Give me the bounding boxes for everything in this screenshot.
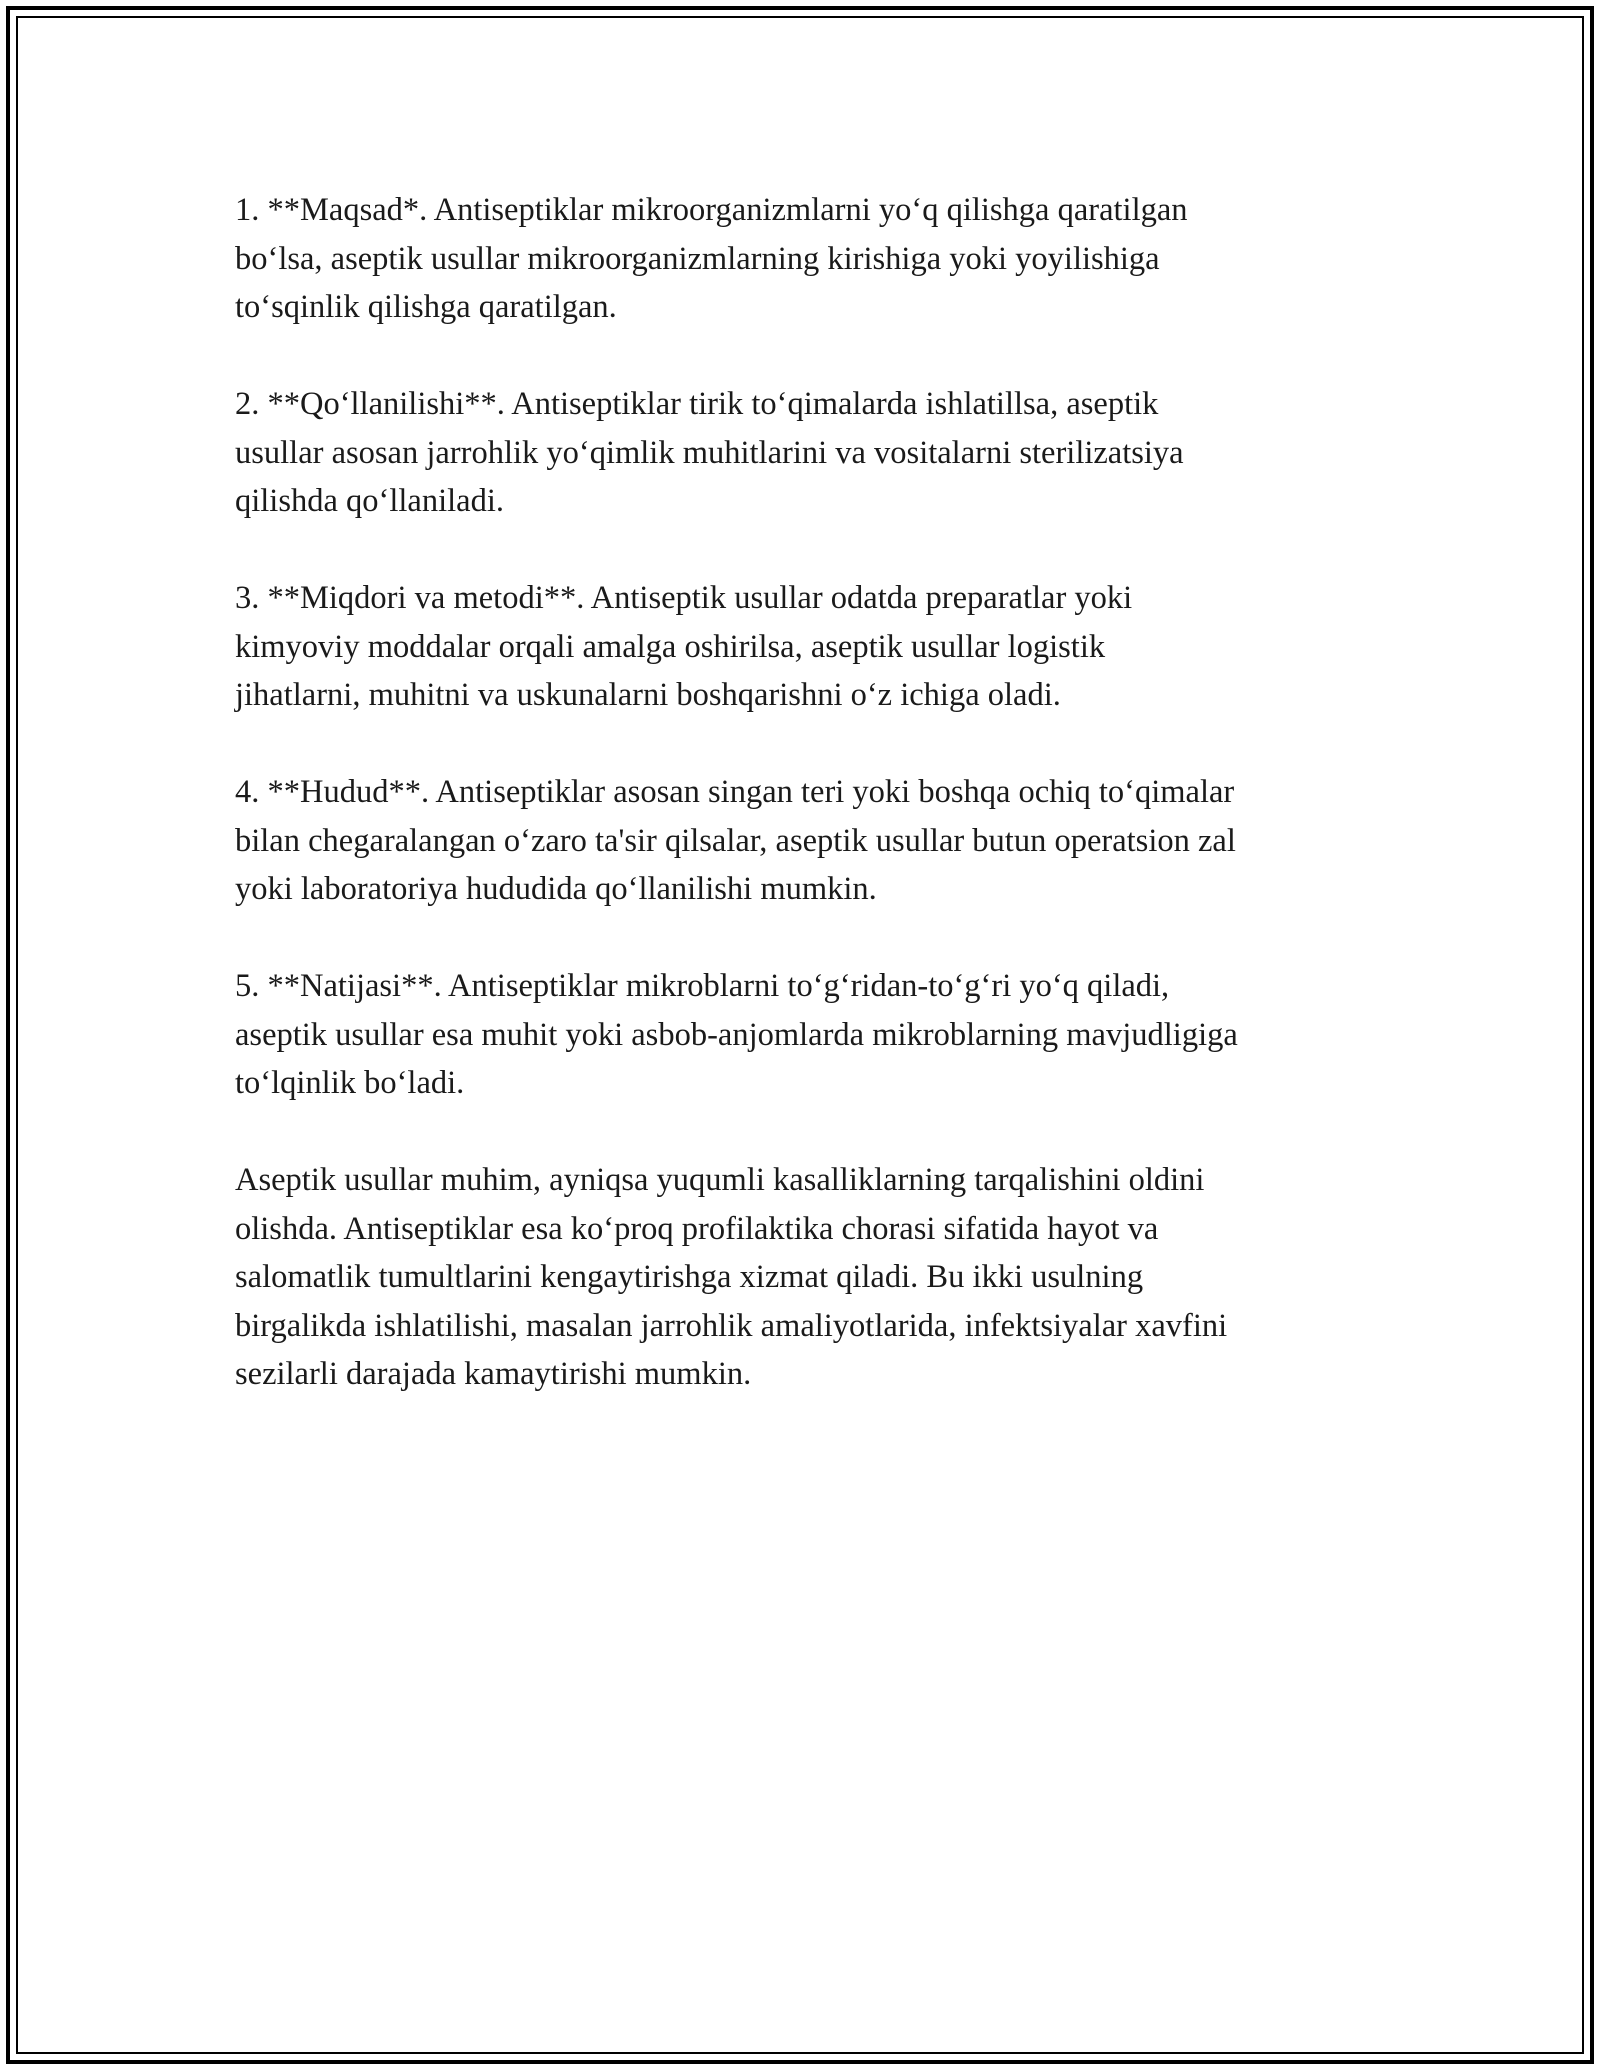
text-line: bilan chegaralangan o‘zaro ta'sir qilsalar, aseptik usullar butun operatsion zal — [235, 822, 1236, 859]
text-line: 1. **Maqsad*. Antiseptiklar mikroorganizmlarni yo‘q qilishga qaratilgan — [235, 192, 1188, 228]
text-line: sezilarli darajada kamaytirishi mumkin. — [235, 1356, 752, 1392]
text-line: 4. **Hudud**. Antiseptiklar asosan singan teri yoki boshqa ochiq to‘qimalar — [235, 774, 1235, 810]
text-line: qilishda qo‘llaniladi. — [235, 483, 504, 519]
text-line: 2. **Qo‘llanilishi**. Antiseptiklar tirik to‘qimalarda ishlatillsa, aseptik — [235, 386, 1159, 422]
text-line: kimyoviy moddalar orqali amalga oshirilsa, aseptik usullar logistik — [235, 628, 1106, 665]
text-line: yoki laboratoriya hududida qo‘llanilishi mumkin. — [235, 871, 877, 907]
text-line: to‘lqinlik bo‘ladi. — [235, 1065, 465, 1101]
list-item-qollanilishi — [235, 380, 1385, 526]
list-item-miqdori-va-metodi — [235, 574, 1385, 720]
text-line: 5. **Natijasi**. Antiseptiklar mikroblarni to‘g‘ridan-to‘g‘ri yo‘q qiladi, — [235, 968, 1170, 1004]
text-line: aseptik usullar esa muhit yoki asbob-anjomlarda mikroblarning mavjudligiga — [235, 1016, 1238, 1053]
list-item-maqsad — [235, 186, 1385, 332]
text-line: 3. **Miqdori va metodi**. Antiseptik usullar odatda preparatlar yoki — [235, 580, 1133, 616]
text-line: Aseptik usullar muhim, ayniqsa yuqumli kasalliklarning tarqalishini oldini — [235, 1162, 1205, 1198]
text-line: usullar asosan jarrohlik yo‘qimlik muhitlarini va vositalarni sterilizatsiya — [235, 434, 1184, 471]
text-line: olishda. Antiseptiklar esa ko‘proq profilaktika chorasi sifatida hayot va — [235, 1210, 1159, 1247]
text-line: jihatlarni, muhitni va uskunalarni boshqarishni o‘z ichiga oladi. — [235, 677, 1061, 713]
text-line: birgalikda ishlatilishi, masalan jarrohlik amaliyotlarida, infektsiyalar xavfini — [235, 1307, 1228, 1344]
text-line: bo‘lsa, aseptik usullar mikroorganizmlarning kirishiga yoki yoyilishiga — [235, 240, 1160, 277]
text-line: salomatlik tumultlarini kengaytirishga xizmat qiladi. Bu ikki usulning — [235, 1259, 1144, 1295]
list-item-hudud — [235, 768, 1385, 914]
text-line: to‘sqinlik qilishga qaratilgan. — [235, 289, 617, 325]
document-body — [235, 186, 1385, 1447]
list-item-natijasi — [235, 962, 1385, 1108]
conclusion-paragraph — [235, 1156, 1385, 1399]
